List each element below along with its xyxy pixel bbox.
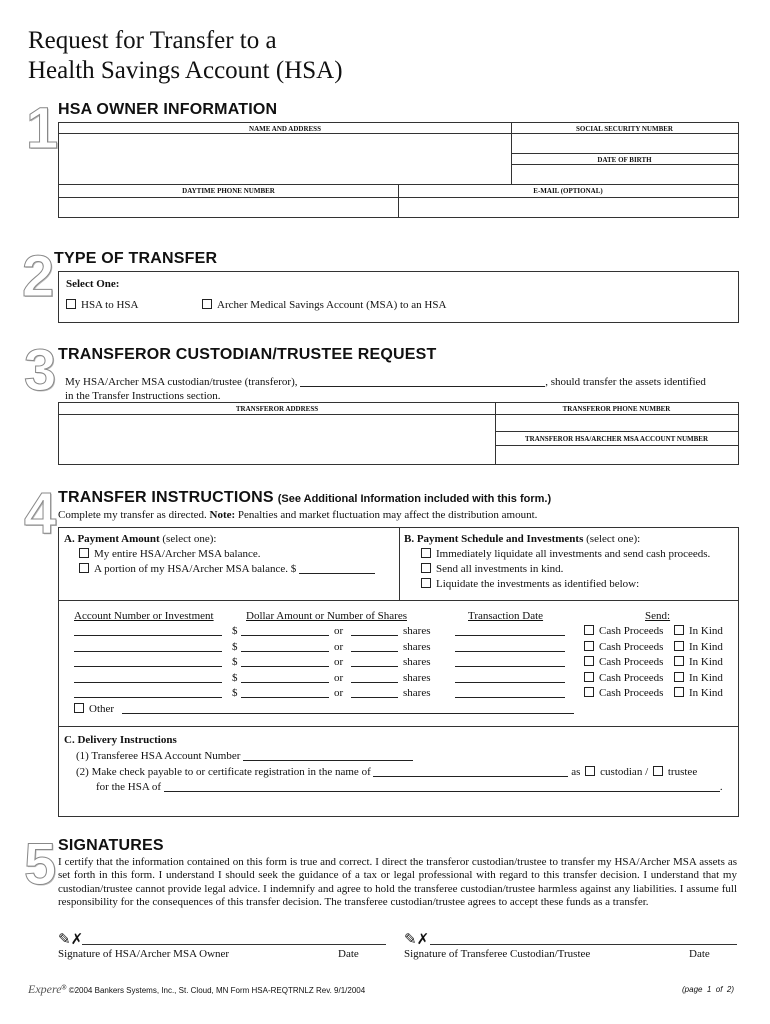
dob-field[interactable] [514, 167, 736, 183]
shares-field[interactable] [351, 655, 398, 667]
cash-proceeds-checkbox[interactable] [584, 687, 594, 697]
for-hsa-of-label: for the HSA of [96, 781, 162, 793]
shares-label: shares [403, 625, 431, 637]
msa-to-hsa-label: Archer Medical Savings Account (MSA) to an HSA [217, 299, 447, 311]
transferor-account-field[interactable] [498, 447, 736, 462]
payable-to-label: (2) Make check payable to or certificate registration in the name of [76, 766, 371, 778]
section-2-number: 2 [22, 244, 55, 309]
delivery-line-3 [96, 780, 723, 794]
custodian-label: custodian / [600, 766, 649, 778]
amount-field[interactable] [241, 671, 329, 683]
shares-label: shares [403, 687, 431, 699]
shares-label: shares [403, 671, 431, 684]
payment-schedule-select: (select one): [586, 533, 641, 545]
transferor-info-box [58, 402, 739, 465]
cash-proceeds-option[interactable] [584, 655, 663, 669]
or-label: or [334, 640, 344, 653]
in-kind-checkbox[interactable] [674, 641, 684, 651]
section-3-number: 3 [24, 338, 57, 403]
section-3-heading: TRANSFEROR CUSTODIAN/TRUSTEE REQUEST [58, 346, 437, 363]
transaction-date-field[interactable] [455, 655, 565, 667]
payment-amount-label: A. Payment Amount [64, 533, 160, 545]
custodian-signature-field[interactable] [430, 926, 737, 944]
section-1-number: 1 [26, 96, 59, 161]
transferor-phone-label: TRANSFEROR PHONE NUMBER [562, 405, 671, 413]
col-account-header: Account Number or Investment [74, 610, 214, 622]
transaction-date-field[interactable] [455, 671, 565, 683]
owner-date-label: Date [338, 948, 359, 960]
in-kind-checkbox[interactable] [674, 672, 684, 682]
other-field[interactable] [122, 702, 574, 714]
in-kind-checkbox[interactable] [674, 625, 684, 635]
option-liquidate-all[interactable] [421, 547, 710, 561]
dollar-sign: $ [232, 656, 238, 668]
cash-proceeds-label: Cash Proceeds [599, 656, 664, 668]
trustee-label: trustee [667, 766, 698, 778]
transferor-address-label: TRANSFEROR ADDRESS [235, 405, 319, 413]
name-address-label: NAME AND ADDRESS [59, 125, 511, 134]
section-4-heading [58, 489, 551, 507]
dollar-sign: $ [232, 625, 238, 637]
transaction-date-field[interactable] [455, 624, 565, 636]
cash-proceeds-option[interactable] [584, 640, 663, 654]
name-address-field[interactable] [61, 137, 507, 181]
account-field[interactable] [74, 671, 222, 683]
payment-amount-select: (select one): [162, 533, 217, 545]
section-5-number: 5 [24, 832, 57, 897]
in-kind-label: In Kind [689, 625, 723, 637]
other-label: Other [89, 703, 115, 715]
ssn-label: SOCIAL SECURITY NUMBER [511, 125, 738, 134]
footer-copyright [28, 982, 365, 997]
in-kind-label: In Kind [689, 687, 723, 699]
dob-label: DATE OF BIRTH [511, 156, 738, 165]
transferor-request-text-b: , should transfer the assets identified [545, 376, 706, 388]
amount-field[interactable] [241, 640, 329, 652]
transferor-address-field[interactable] [61, 417, 491, 461]
cash-proceeds-label: Cash Proceeds [599, 640, 664, 653]
cash-proceeds-label: Cash Proceeds [599, 687, 664, 699]
owner-signature-field[interactable] [82, 926, 386, 944]
or-label: or [334, 671, 344, 684]
intro-text-b: Penalties and market fluctuation may affect the distribution amount. [237, 509, 538, 521]
send-in-kind-label: Send all investments in kind. [436, 563, 564, 575]
payment-schedule-heading [404, 532, 640, 546]
entire-balance-label: My entire HSA/Archer MSA balance. [94, 548, 261, 560]
cash-proceeds-checkbox[interactable] [584, 625, 594, 635]
transferor-phone-field[interactable] [498, 416, 736, 430]
cash-proceeds-option[interactable] [584, 686, 663, 700]
transferee-account-field[interactable] [243, 749, 413, 761]
dollar-sign: $ [232, 687, 238, 699]
portion-amount-field[interactable] [299, 562, 375, 574]
investment-row [59, 640, 738, 654]
cash-proceeds-checkbox[interactable] [584, 641, 594, 651]
in-kind-label: In Kind [689, 640, 723, 653]
cash-proceeds-option[interactable] [584, 671, 663, 685]
investment-row [59, 671, 738, 685]
owner-info-box [58, 122, 739, 218]
amount-field[interactable] [241, 686, 329, 698]
in-kind-option[interactable] [674, 640, 723, 654]
transaction-date-field[interactable] [455, 640, 565, 652]
investment-row [59, 624, 738, 638]
expere-logo: Expere [28, 982, 62, 996]
liquidate-all-checkbox[interactable] [421, 548, 431, 558]
hsa-to-hsa-label: HSA to HSA [81, 299, 139, 311]
delivery-line-1 [76, 749, 413, 763]
portion-balance-label: A portion of my HSA/Archer MSA balance. $ [94, 563, 297, 575]
transfer-type-box [58, 271, 739, 323]
hsa-to-hsa-checkbox[interactable] [66, 299, 76, 309]
option-portion-balance[interactable] [79, 562, 375, 576]
send-in-kind-checkbox[interactable] [421, 563, 431, 573]
phone-label: DAYTIME PHONE NUMBER [182, 187, 275, 195]
account-field[interactable] [74, 640, 222, 652]
account-field[interactable] [74, 655, 222, 667]
col-date-header: Transaction Date [468, 610, 544, 622]
section-1-heading: HSA OWNER INFORMATION [58, 101, 278, 118]
ssn-field[interactable] [514, 136, 736, 152]
or-label: or [334, 656, 344, 668]
or-label: or [334, 687, 344, 699]
investment-row [59, 655, 738, 669]
option-liquidate-identified[interactable] [421, 577, 639, 591]
transaction-date-field[interactable] [455, 686, 565, 698]
payment-schedule-label: B. Payment Schedule and Investments [404, 533, 584, 545]
payment-amount-heading [64, 532, 216, 546]
transferor-request-line-1 [65, 375, 706, 389]
liquidate-identified-label: Liquidate the investments as identified below: [436, 578, 640, 590]
copyright-text: ©2004 Bankers Systems, Inc., St. Cloud, MN Form HSA-REQTRNLZ Rev. 9/1/2004 [68, 986, 366, 995]
col-send-header: Send: [645, 610, 671, 622]
dollar-sign: $ [232, 640, 238, 653]
portion-balance-checkbox[interactable] [79, 563, 89, 573]
period-mark: . [719, 781, 723, 793]
option-msa-to-hsa[interactable] [202, 298, 446, 312]
select-one-label: Select One: [66, 278, 120, 290]
cash-proceeds-checkbox[interactable] [584, 672, 594, 682]
transferor-account-label: TRANSFEROR HSA/ARCHER MSA ACCOUNT NUMBER [524, 435, 709, 443]
registered-mark: ® [61, 984, 67, 992]
form-title-line-2: Health Savings Account (HSA) [28, 57, 343, 84]
shares-field[interactable] [351, 686, 398, 698]
custodian-date-label: Date [689, 948, 710, 960]
option-other[interactable] [74, 702, 574, 716]
section-4-intro [58, 508, 537, 522]
investment-row [59, 686, 738, 700]
shares-label: shares [403, 656, 431, 668]
in-kind-label: In Kind [689, 656, 723, 668]
section-4-number: 4 [24, 481, 57, 546]
liquidate-all-label: Immediately liquidate all investments and send cash proceeds. [436, 548, 711, 560]
col-amount-header: Dollar Amount or Number of Shares [246, 610, 407, 622]
option-entire-balance[interactable] [79, 547, 261, 561]
section-4-note: (See Additional Information included with this form.) [277, 493, 552, 505]
shares-field[interactable] [351, 671, 398, 683]
phone-field[interactable] [61, 199, 396, 215]
payable-to-field[interactable] [373, 765, 568, 777]
cash-proceeds-label: Cash Proceeds [599, 625, 664, 637]
amount-field[interactable] [241, 655, 329, 667]
custodian-sign-here-icon: ✎✗ [404, 932, 430, 948]
owner-sign-here-icon: ✎✗ [58, 932, 84, 948]
form-title-line-1: Request for Transfer to a [28, 27, 277, 54]
option-send-in-kind[interactable] [421, 562, 563, 576]
shares-field[interactable] [351, 624, 398, 636]
transferor-request-text-a: My HSA/Archer MSA custodian/trustee (transferor), [65, 376, 298, 388]
msa-to-hsa-checkbox[interactable] [202, 299, 212, 309]
in-kind-option[interactable] [674, 655, 723, 669]
section-2-heading: TYPE OF TRANSFER [54, 250, 218, 267]
as-label: as [571, 766, 581, 778]
entire-balance-checkbox[interactable] [79, 548, 89, 558]
for-hsa-of-field[interactable] [164, 780, 720, 792]
trustee-checkbox[interactable] [653, 766, 663, 776]
in-kind-checkbox[interactable] [674, 687, 684, 697]
email-label: E-MAIL (OPTIONAL) [533, 187, 603, 195]
account-field[interactable] [74, 624, 222, 636]
intro-note-label: Note: [209, 509, 236, 521]
transferor-request-line-2: in the Transfer Instructions section. [65, 390, 221, 402]
form-title [28, 26, 343, 86]
other-checkbox[interactable] [74, 703, 84, 713]
delivery-heading: C. Delivery Instructions [64, 734, 177, 746]
shares-field[interactable] [351, 640, 398, 652]
transfer-instructions-box [58, 527, 739, 817]
option-hsa-to-hsa[interactable] [66, 298, 138, 312]
or-label: or [334, 625, 344, 637]
intro-text-a: Complete my transfer as directed. [58, 509, 207, 521]
transferee-account-label: (1) Transferee HSA Account Number [76, 750, 241, 762]
section-4-title: TRANSFER INSTRUCTIONS [58, 489, 274, 506]
in-kind-option[interactable] [674, 624, 723, 638]
page-number: (page 1 of 2) [682, 985, 735, 994]
amount-field[interactable] [241, 624, 329, 636]
in-kind-option[interactable] [674, 671, 723, 685]
account-field[interactable] [74, 686, 222, 698]
cash-proceeds-checkbox[interactable] [584, 656, 594, 666]
owner-signature-label: Signature of HSA/Archer MSA Owner [58, 948, 230, 960]
delivery-line-2 [76, 765, 697, 779]
liquidate-identified-checkbox[interactable] [421, 578, 431, 588]
in-kind-option[interactable] [674, 686, 723, 700]
cash-proceeds-label: Cash Proceeds [599, 671, 664, 684]
cash-proceeds-option[interactable] [584, 624, 663, 638]
shares-label: shares [403, 640, 431, 653]
custodian-checkbox[interactable] [585, 766, 595, 776]
in-kind-label: In Kind [689, 671, 723, 684]
certification-text: I certify that the information contained on this form is true and correct. I direct the transferor custodian/trustee to transfer my HSA/Archer MSA assets as set forth in this form. I understand I should seek the guidance of a tax or legal professional with regard to this transfer decision. I understand that my custodian/trustee cannot provide legal advice. I indemnify and agree to hold the transferee custodian/trustee harmless against any liabilities. I assume full responsibility for the consequences of this transfer decision. The transferee custodian/trustee agrees to accept these funds as a transfer. [58, 856, 737, 909]
email-field[interactable] [401, 199, 736, 215]
dollar-sign: $ [232, 671, 238, 684]
section-5-heading: SIGNATURES [58, 837, 164, 854]
in-kind-checkbox[interactable] [674, 656, 684, 666]
custodian-signature-label: Signature of Transferee Custodian/Trustee [404, 948, 591, 960]
transferor-name-field[interactable] [300, 375, 545, 387]
